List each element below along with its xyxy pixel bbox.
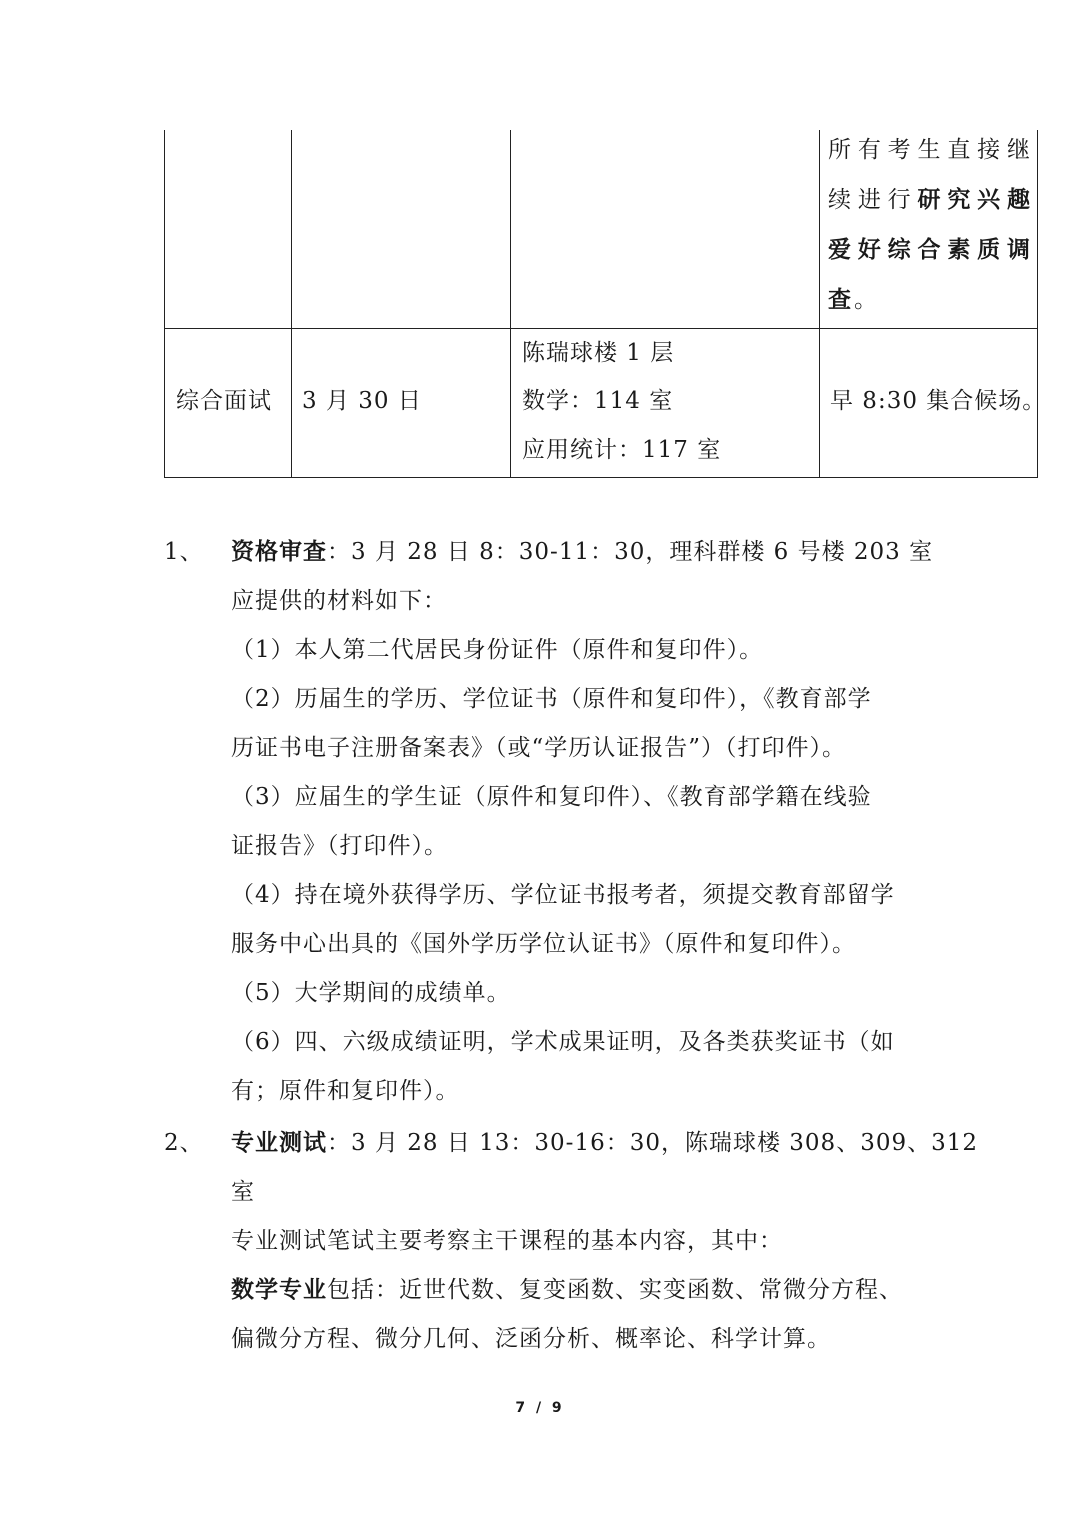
table-row1-note <box>828 126 1033 325</box>
table-right-border <box>1037 130 1038 478</box>
table-cell-date: 3 月 30 日 <box>302 388 422 414</box>
list-item: （2）历届生的学历、学位证书（原件和复印件），《教育部学 <box>231 686 872 712</box>
list-item: （1）本人第二代居民身份证件（原件和复印件）。 <box>231 637 764 663</box>
table-cell-note: 早 8:30 集合候场。 <box>830 388 1047 414</box>
section2-heading-line <box>231 1124 978 1157</box>
list-item: （5）大学期间的成绩单。 <box>231 980 511 1006</box>
table-cell-place-line2: 数学：114 室 <box>522 388 674 414</box>
table-cell-place-line1: 陈瑞球楼 1 层 <box>522 340 675 366</box>
section1-intro: 应提供的材料如下： <box>231 588 447 614</box>
table-cell-place-line3: 应用统计：117 室 <box>522 437 722 463</box>
list-item: （3）应届生的学生证（原件和复印件）、《教育部学籍在线验 <box>231 784 872 810</box>
list-item: 有；原件和复印件）。 <box>231 1078 460 1104</box>
page-number: 7 / 9 <box>515 1400 565 1416</box>
note-text: 所有考生直接继续进行 <box>828 137 1033 213</box>
table-bottom-border <box>164 477 1038 478</box>
note-end: 。 <box>854 287 880 313</box>
section1-number: 1、 <box>164 539 204 565</box>
section2-intro: 专业测试笔试主要考察主干课程的基本内容，其中： <box>231 1228 783 1254</box>
list-item: （6）四、六级成绩证明，学术成果证明，及各类获奖证书（如 <box>231 1029 895 1055</box>
list-item: 历证书电子注册备案表》（或“学历认证报告”）（打印件）。 <box>231 735 847 761</box>
section2-math-line2: 偏微分方程、微分几何、泛函分析、概率论、科学计算。 <box>231 1326 831 1352</box>
section2-heading-rest: ：3 月 28 日 13：30-16：30，陈瑞球楼 308、309、312 <box>327 1130 978 1156</box>
math-text: 包括：近世代数、复变函数、实变函数、常微分方程、 <box>327 1277 903 1303</box>
table-row-divider <box>164 328 1038 329</box>
table-col-divider <box>291 130 292 478</box>
note-bold-text: 研究兴趣爱好综合素质调查 <box>828 186 1034 313</box>
list-item: 证报告》（打印件）。 <box>231 833 448 859</box>
section2-math-line1 <box>231 1271 903 1304</box>
section2-number: 2、 <box>164 1130 204 1156</box>
section1-heading: 资格审查 <box>231 538 327 565</box>
section2-heading-cont: 室 <box>231 1179 255 1205</box>
list-item: 服务中心出具的《国外学历学位认证书》（原件和复印件）。 <box>231 931 856 957</box>
list-item: （4）持在境外获得学历、学位证书报考者，须提交教育部留学 <box>231 882 895 908</box>
section1-heading-line <box>231 533 933 566</box>
table-cell-item: 综合面试 <box>176 388 272 414</box>
table-col-divider <box>510 130 511 478</box>
table-left-border <box>164 130 165 478</box>
section1-heading-rest: ：3 月 28 日 8：30-11：30，理科群楼 6 号楼 203 室 <box>327 539 934 565</box>
math-label: 数学专业 <box>231 1276 327 1303</box>
table-col-divider <box>819 130 820 478</box>
section2-heading: 专业测试 <box>231 1129 327 1156</box>
